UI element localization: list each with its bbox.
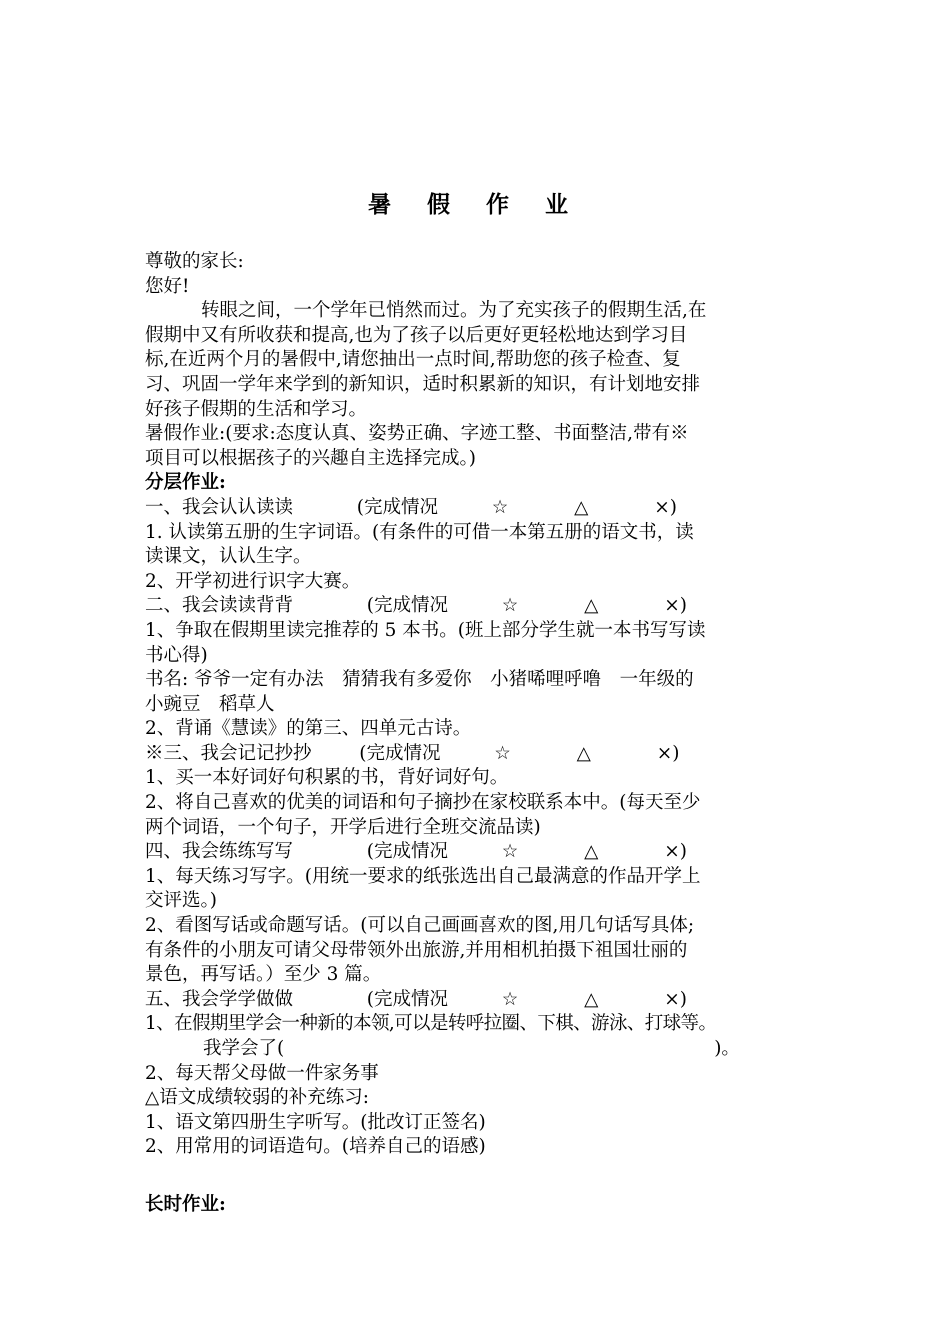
requirements-line: 暑假作业:(要求:态度认真、姿势正确、字迹工整、书面整洁,带有※: [145, 423, 689, 445]
status-triangle: △: [576, 742, 591, 764]
section-2-books: 小豌豆 稻草人: [145, 693, 275, 715]
status-star: ☆: [501, 595, 519, 617]
status-cross: ×): [654, 496, 677, 518]
status-star: ☆: [501, 841, 519, 863]
intro-line: 好孩子假期的生活和学习。: [145, 398, 368, 420]
intro-line: 假期中又有所收获和提高,也为了孩子以后更好更轻松地达到学习目: [145, 324, 688, 346]
section-title-text: 二、我会读读背背: [145, 595, 294, 617]
status-cross: ×): [664, 988, 687, 1010]
status-label: (完成情况: [356, 496, 439, 518]
status-star: ☆: [494, 742, 511, 764]
status-label: (完成情况: [366, 595, 449, 617]
status-cross: ×): [664, 841, 687, 863]
section-4-item-1: 交评选。): [145, 890, 217, 912]
section-title-text: 五、我会学学做做: [145, 988, 294, 1010]
section-5-item-1: 1、在假期里学会一种新的本领,可以是转呼拉圈、下棋、游泳、打球等。: [145, 1013, 717, 1035]
section-5-learned: [145, 1037, 825, 1062]
hello: 您好!: [145, 275, 190, 297]
layered-heading: 分层作业:: [145, 472, 226, 494]
section-4-item-2: 2、看图写话或命题写话。(可以自己画画喜欢的图,用几句话写具体;: [145, 915, 695, 937]
status-label: (完成情况: [366, 988, 449, 1010]
status-cross: ×): [664, 595, 687, 617]
section-3-title: [145, 742, 825, 767]
learned-end: )。: [714, 1038, 740, 1059]
status-star: ☆: [491, 496, 509, 518]
section-title-text: 一、我会认认读读: [145, 496, 294, 518]
section-3-item-1: 1、买一本好词好句积累的书，背好词好句。: [145, 767, 509, 789]
requirements-line: 项目可以根据孩子的兴趣自主选择完成。): [145, 447, 476, 469]
section-1-item-1: 读课文，认认生字。: [145, 546, 312, 568]
section-2-item-1: 书心得): [145, 644, 208, 666]
section-1-item-1: 1. 认读第五册的生字词语。(有条件的可借一本第五册的语文书，读: [145, 521, 694, 543]
section-5-item-2: 2、每天帮父母做一件家务事: [145, 1062, 379, 1084]
supplement-item-2: 2、用常用的词语造句。(培养自己的语感): [145, 1136, 486, 1158]
section-1-item-2: 2、开学初进行识字大赛。: [145, 570, 361, 592]
status-cross: ×): [656, 742, 680, 764]
intro-line: 习、巩固一学年来学到的新知识，适时积累新的知识，有计划地安排: [145, 373, 701, 395]
section-3-item-2: 两个词语，一个句子，开学后进行全班交流品读): [145, 816, 541, 838]
section-2-item-1: 1、争取在假期里读完推荐的 5 本书。(班上部分学生就一本书写写读: [145, 619, 706, 641]
status-triangle: △: [574, 496, 589, 518]
status-triangle: △: [584, 841, 599, 863]
intro-line: 标,在近两个月的暑假中,请您抽出一点时间,帮助您的孩子检查、复: [145, 349, 681, 371]
status-triangle: △: [584, 595, 599, 617]
section-2-books: 书名: 爷爷一定有办法 猜猜我有多爱你 小猪唏哩呼噜 一年级的: [145, 669, 694, 691]
section-4-item-2: 景色，再写话。）至少 3 篇。: [145, 964, 382, 986]
status-triangle: △: [584, 988, 599, 1010]
section-title-text: ※三、我会记记抄抄: [145, 742, 312, 764]
status-star: ☆: [501, 988, 519, 1010]
document-body: [145, 250, 825, 1217]
section-title-text: 四、我会练练写写: [145, 841, 294, 863]
section-3-item-2: 2、将自己喜欢的优美的词语和句子摘抄在家校联系本中。(每天至少: [145, 792, 701, 814]
section-2-title: [145, 594, 825, 619]
section-4-title: [145, 840, 825, 865]
status-label: (完成情况: [366, 841, 449, 863]
section-2-item-2: 2、背诵《慧读》的第三、四单元古诗。: [145, 718, 472, 740]
section-4-item-2: 有条件的小朋友可请父母带领外出旅游,并用相机拍摄下祖国壮丽的: [145, 939, 688, 961]
learned-label: 我学会了(: [203, 1038, 285, 1059]
section-4-item-1: 1、每天练习写字。(用统一要求的纸张选出自己最满意的作品开学上: [145, 865, 701, 887]
supplement-item-1: 1、语文第四册生字听写。(批改订正签名): [145, 1111, 486, 1133]
long-term-heading: 长时作业:: [145, 1193, 226, 1215]
status-label: (完成情况: [359, 742, 441, 764]
supplement-title: △语文成绩较弱的补充练习:: [145, 1087, 369, 1109]
section-1-title: [145, 496, 825, 521]
greeting: 尊敬的家长:: [145, 251, 244, 272]
intro-line: 转眼之间，一个学年已悄然而过。为了充实孩子的假期生活,在: [201, 300, 707, 322]
section-5-title: [145, 988, 825, 1013]
document-title: 暑 假 作 业: [367, 191, 583, 218]
